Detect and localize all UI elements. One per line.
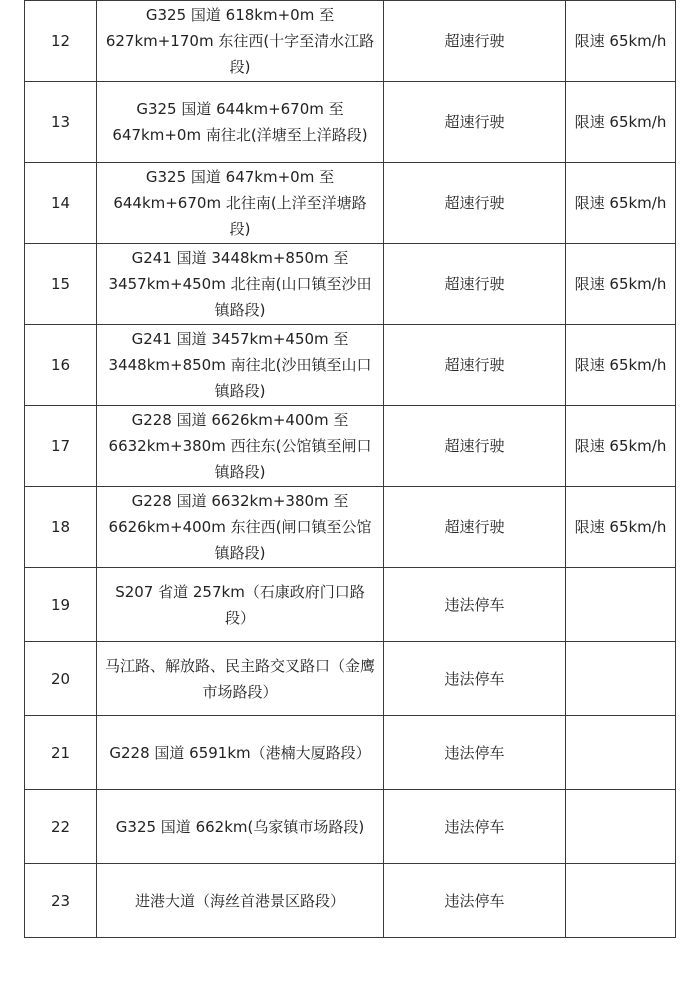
- violation-type: 超速行驶: [384, 487, 566, 568]
- road-section: 马江路、解放路、民主路交叉路口（金鹰市场路段）: [97, 642, 384, 716]
- table-row: [25, 716, 676, 790]
- violation-type: 违法停车: [384, 864, 566, 938]
- table-row: [25, 1, 676, 82]
- road-section: G228 国道 6626km+400m 至 6632km+380m 西往东(公馆镇至闸口镇路段): [97, 406, 384, 487]
- violation-type: 违法停车: [384, 568, 566, 642]
- row-number: 18: [25, 487, 97, 568]
- row-number: 19: [25, 568, 97, 642]
- road-section: 进港大道（海丝首港景区路段）: [97, 864, 384, 938]
- violation-type: 违法停车: [384, 716, 566, 790]
- enforcement-locations-table: [24, 0, 676, 938]
- row-number: 17: [25, 406, 97, 487]
- violation-type: 超速行驶: [384, 163, 566, 244]
- table-row: [25, 790, 676, 864]
- row-number: 12: [25, 1, 97, 82]
- speed-limit: [566, 568, 676, 642]
- row-number: 14: [25, 163, 97, 244]
- road-section: G325 国道 662km(乌家镇市场路段): [97, 790, 384, 864]
- table-row: [25, 244, 676, 325]
- enforcement-locations-table-container: [24, 0, 676, 938]
- table-row: [25, 163, 676, 244]
- table-row: [25, 864, 676, 938]
- speed-limit: 限速 65km/h: [566, 1, 676, 82]
- violation-type: 超速行驶: [384, 82, 566, 163]
- table-row: [25, 325, 676, 406]
- row-number: 13: [25, 82, 97, 163]
- road-section: G241 国道 3457km+450m 至 3448km+850m 南往北(沙田镇至山口镇路段): [97, 325, 384, 406]
- road-section: G325 国道 647km+0m 至 644km+670m 北往南(上洋至洋塘路段): [97, 163, 384, 244]
- violation-type: 超速行驶: [384, 1, 566, 82]
- table-row: [25, 568, 676, 642]
- speed-limit: 限速 65km/h: [566, 325, 676, 406]
- row-number: 21: [25, 716, 97, 790]
- violation-type: 违法停车: [384, 790, 566, 864]
- road-section: G228 国道 6632km+380m 至 6626km+400m 东往西(闸口镇至公馆镇路段): [97, 487, 384, 568]
- speed-limit: 限速 65km/h: [566, 163, 676, 244]
- speed-limit: [566, 642, 676, 716]
- row-number: 23: [25, 864, 97, 938]
- violation-type: 违法停车: [384, 642, 566, 716]
- road-section: G325 国道 644km+670m 至 647km+0m 南往北(洋塘至上洋路段): [97, 82, 384, 163]
- speed-limit: 限速 65km/h: [566, 82, 676, 163]
- speed-limit: [566, 864, 676, 938]
- table-row: [25, 406, 676, 487]
- row-number: 22: [25, 790, 97, 864]
- speed-limit: [566, 716, 676, 790]
- speed-limit: 限速 65km/h: [566, 406, 676, 487]
- violation-type: 超速行驶: [384, 325, 566, 406]
- road-section: G241 国道 3448km+850m 至 3457km+450m 北往南(山口镇至沙田镇路段): [97, 244, 384, 325]
- violation-type: 超速行驶: [384, 244, 566, 325]
- speed-limit: 限速 65km/h: [566, 244, 676, 325]
- row-number: 16: [25, 325, 97, 406]
- row-number: 15: [25, 244, 97, 325]
- row-number: 20: [25, 642, 97, 716]
- road-section: G325 国道 618km+0m 至 627km+170m 东往西(十字至清水江路段): [97, 1, 384, 82]
- table-row: [25, 82, 676, 163]
- road-section: S207 省道 257km（石康政府门口路段）: [97, 568, 384, 642]
- road-section: G228 国道 6591km（港楠大厦路段）: [97, 716, 384, 790]
- speed-limit: [566, 790, 676, 864]
- table-row: [25, 642, 676, 716]
- speed-limit: 限速 65km/h: [566, 487, 676, 568]
- table-row: [25, 487, 676, 568]
- violation-type: 超速行驶: [384, 406, 566, 487]
